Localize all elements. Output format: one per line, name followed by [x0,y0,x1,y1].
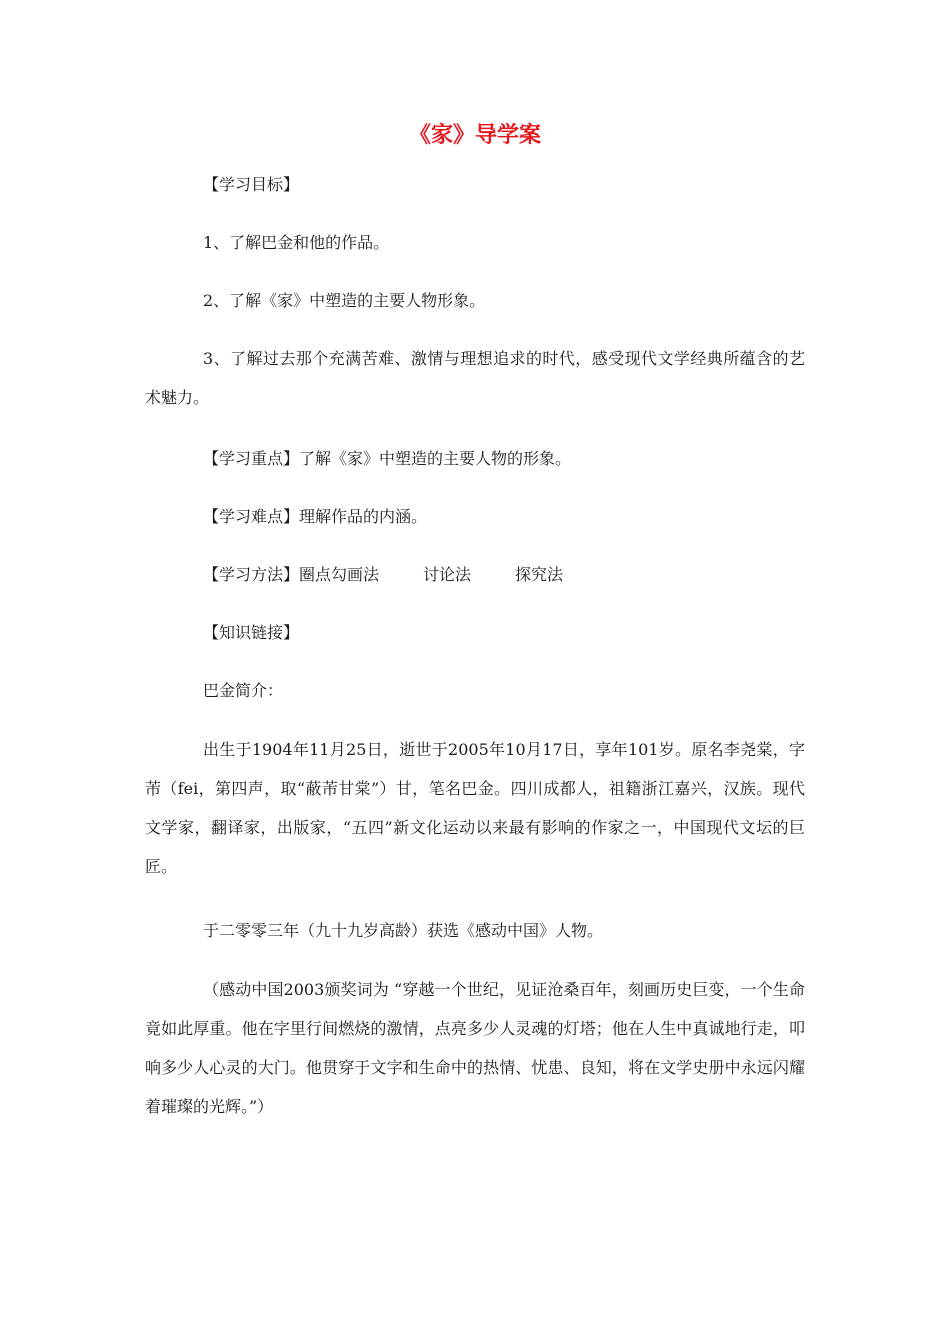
method-item-1: 圈点勾画法 [299,565,380,584]
methods-line [203,563,563,587]
method-item-2: 讨论法 [423,565,472,584]
method-item-3: 探究法 [515,565,564,584]
goal-item-3: 3、了解过去那个充满苦难、激情与理想追求的时代，感受现代文学经典所蕴含的艺术魅力。 [145,349,805,407]
bio-paragraph: 出生于1904年11月25日，逝世于2005年10月17日，享年101岁。原名李尧棠，字芾（fei，第四声，取“蔽芾甘棠”）甘，笔名巴金。四川成都人，祖籍浙江嘉兴，汉族。现代文学家，翻译家，出版家，“五四”新文化运动以来最有影响的作家之一，中国现代文坛的巨匠。 [145,740,805,876]
knowledge-heading: 【知识链接】 [203,623,300,642]
goals-heading: 【学习目标】 [203,175,300,194]
page-title: 《家》导学案 [408,123,541,148]
bio-heading: 巴金简介： [203,681,284,700]
goal-item-2: 2、了解《家》中塑造的主要人物形象。 [203,291,486,310]
key-point: 【学习重点】了解《家》中塑造的主要人物的形象。 [203,449,572,468]
goal-item-1: 1、了解巴金和他的作品。 [203,233,390,252]
award-line: 于二零零三年（九十九岁高龄）获选《感动中国》人物。 [203,921,604,940]
methods-label: 【学习方法】 [203,565,300,584]
difficulty: 【学习难点】理解作品的内涵。 [203,507,428,526]
citation-paragraph: （感动中国2003颁奖词为 “穿越一个世纪，见证沧桑百年，刻画历史巨变，一个生命竟如此厚重。他在字里行间燃烧的激情，点亮多少人灵魂的灯塔；他在人生中真诚地行走，叩响多少人心灵的大门。他贯穿于文字和生命中的热情、忧患、良知，将在文学史册中永远闪耀着璀璨的光辉。”） [145,980,805,1116]
